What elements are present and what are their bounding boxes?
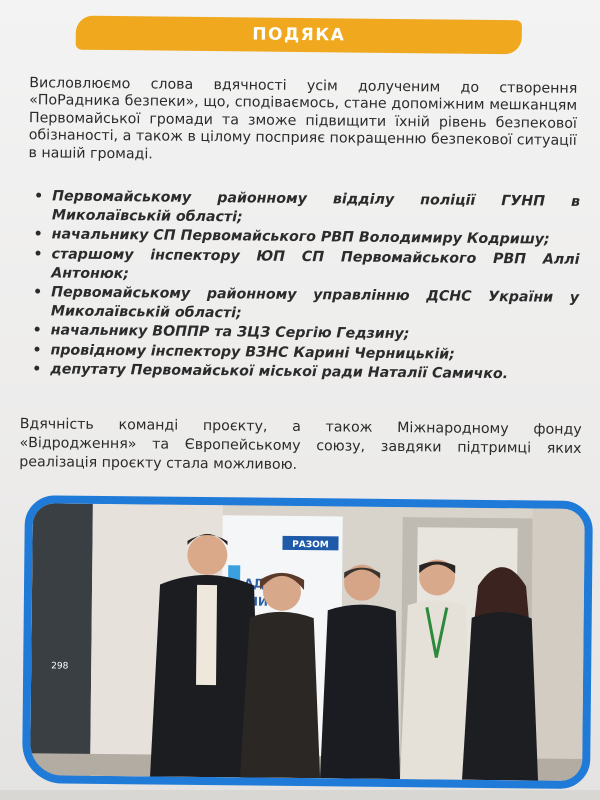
thanks-list [30, 187, 580, 385]
bullet-icon: • [32, 341, 42, 358]
page-edge [0, 790, 600, 800]
bullet-icon: • [33, 245, 43, 262]
group-photo [22, 495, 593, 789]
list-item: • старшому інспектору ЮП СП Первомайського РВП Аллі Антонюк; [33, 245, 580, 283]
bullet-icon: • [32, 322, 42, 339]
counter-label: 298 [51, 661, 69, 672]
list-item: • Первомайському районному управлінню ДСНС України у Миколаївській області; [33, 284, 580, 322]
list-item: • начальнику СП Первомайського РВП Володимиру Кодришу; [33, 226, 550, 249]
bullet-icon: • [33, 226, 43, 243]
intro-paragraph: Висловлюємо слова вдячності усім долученим до створення «ПоРадника безпеки», що, сподіваємось, стане допоміжним мешканцям Первомайської громади та зможе підвищити їхній рівень безпекової обізнаності, а також в цілому посприяє покращенню безпекової ситуації в нашій громаді. [28, 75, 578, 163]
banner-razom-text: РАЗОМ [292, 539, 329, 551]
group-photo-illustration [30, 503, 585, 781]
list-item: • Первомайському районному відділу поліції ГУНП в Миколаївській області; [34, 188, 581, 226]
list-item: • провідному інспектору ВЗНС Карині Черницькій; [32, 341, 455, 363]
list-item: • начальнику ВОППР та ЗЦЗ Сергію Гедзину; [32, 322, 410, 343]
bullet-icon: • [33, 284, 43, 301]
bullet-icon: • [32, 361, 42, 378]
title-banner [76, 16, 522, 55]
outro-paragraph: Вдячність команді проєкту, а також Міжнародному фонду «Відродження» та Європейському союзу, завдяки підтримці яких реалізація проєкту стала можливою. [19, 416, 582, 473]
bullet-icon: • [34, 188, 44, 205]
page-title: ПОДЯКА [252, 24, 346, 46]
list-item: • депутату Первомайської міської ради Наталії Самичко. [32, 361, 509, 383]
